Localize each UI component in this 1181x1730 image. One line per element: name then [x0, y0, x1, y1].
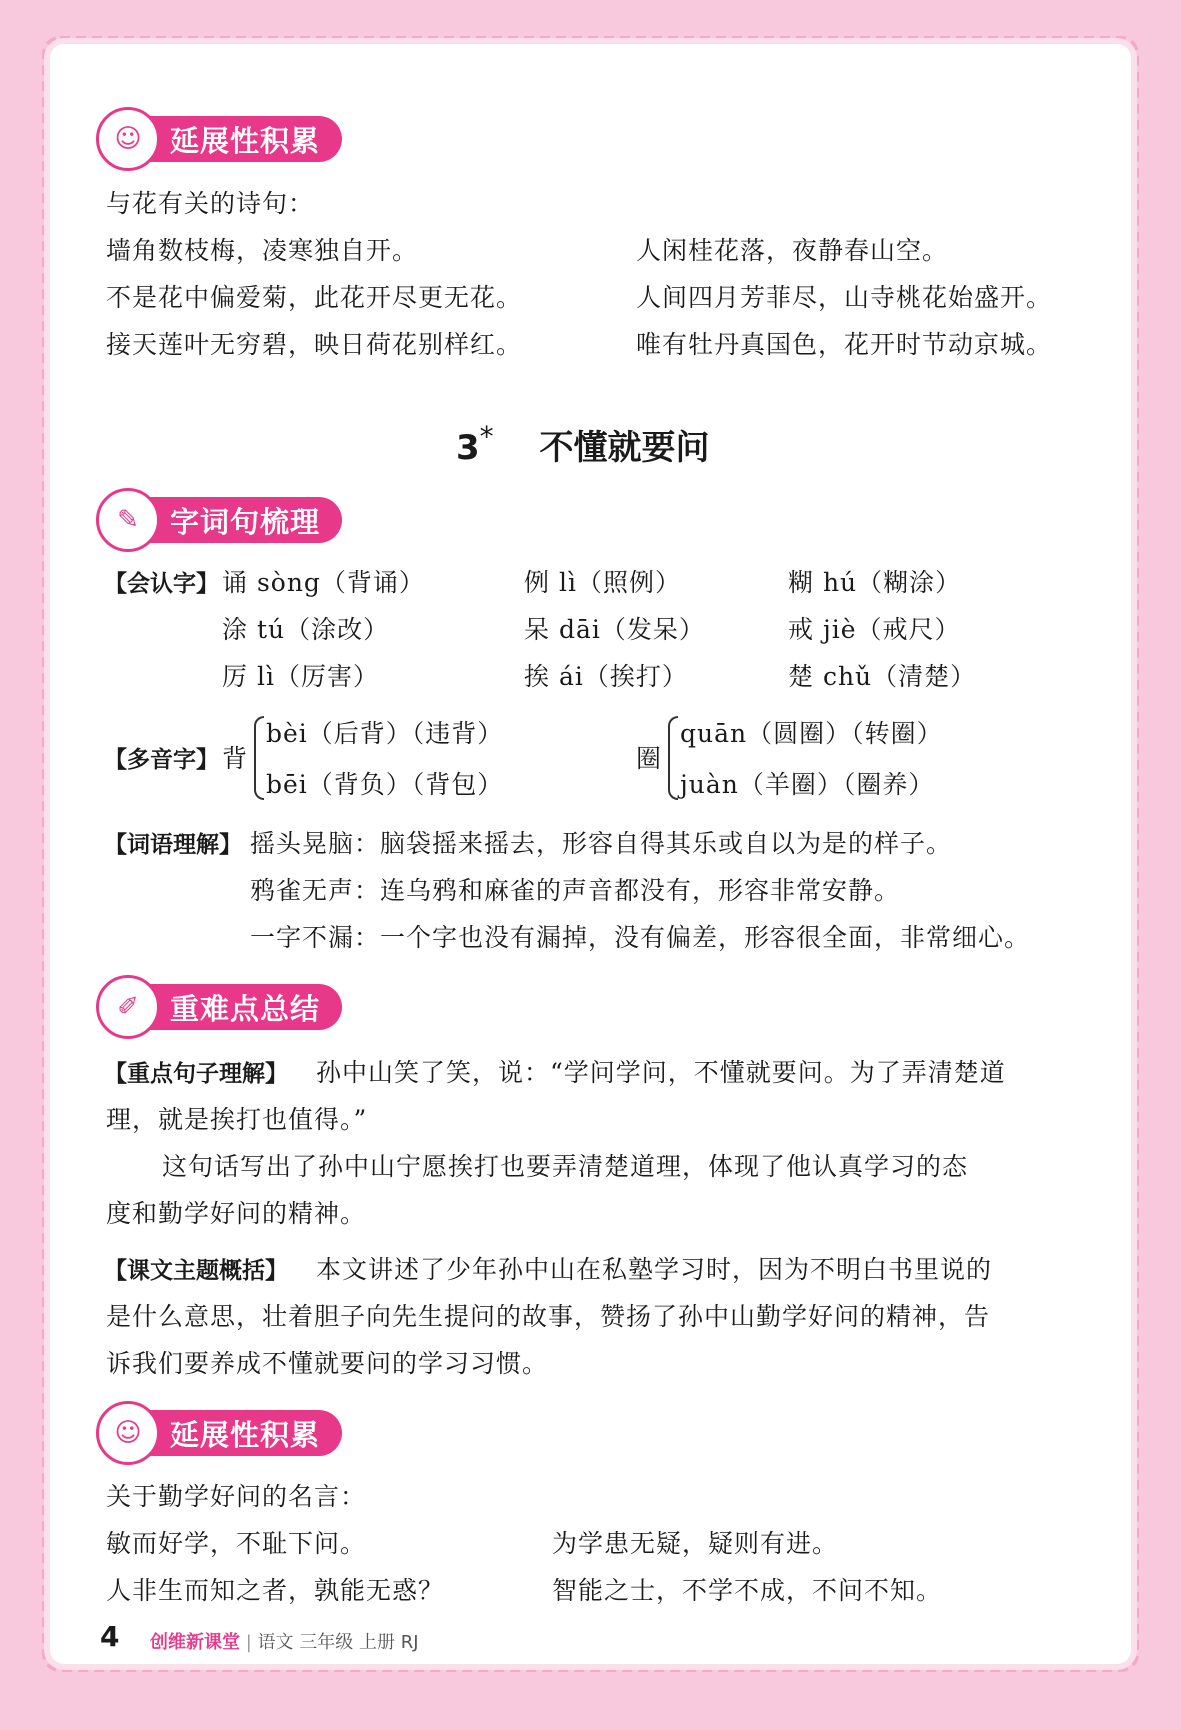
- banner-extended-accumulation-1: ☺ 延展性积累: [100, 116, 342, 162]
- key-sentence-tag: 【重点句子理解】: [104, 1061, 288, 1087]
- polyphone-reading: bèi（后背）（违背）: [266, 719, 504, 748]
- char-entry: 例 lì（照例）: [524, 568, 681, 597]
- poems-intro: 与花有关的诗句：: [106, 189, 315, 218]
- polyphone-reading: bēi（背负）（背包）: [266, 770, 504, 799]
- poem-right-1: 人闲桂花落，夜静春山空。: [636, 236, 949, 265]
- word-meaning: 鸦雀无声：连乌鸦和麻雀的声音都没有，形容非常安静。: [250, 876, 901, 905]
- page-number: 4: [100, 1620, 120, 1653]
- polyphone-reading: quān（圆圈）（转圈）: [680, 719, 943, 748]
- key-explanation-cont: 度和勤学好问的精神。: [106, 1199, 367, 1228]
- word-meaning: 摇头晃脑：脑袋摇来摇去，形容自得其乐或自以为是的样子。: [250, 829, 953, 858]
- key-explanation: 这句话写出了孙中山宁愿挨打也要弄清楚道理，体现了他认真学习的态: [162, 1152, 969, 1181]
- polyphone-reading: juàn（羊圈）（圈养）: [680, 770, 935, 799]
- lesson-title: 不懂就要问: [539, 428, 710, 468]
- poem-right-2: 人间四月芳菲尽，山寺桃花始盛开。: [636, 283, 1053, 312]
- word-meaning: 一字不漏：一个字也没有漏掉，没有偏差，形容很全面，非常细心。: [250, 923, 1031, 952]
- key-sentence: 孙中山笑了笑，说：“学问学问，不懂就要问。为了弄清楚道: [316, 1058, 1006, 1087]
- footer-divider: |: [245, 1632, 252, 1653]
- mascot-icon: ☺: [96, 107, 160, 171]
- char-entry: 楚 chǔ（清楚）: [788, 662, 977, 691]
- brace-icon: [254, 716, 264, 800]
- key-sentence-cont: 理，就是挨打也值得。”: [106, 1105, 368, 1134]
- quote-left-1: 敏而好学，不耻下问。: [106, 1529, 367, 1558]
- footer-info: [150, 1628, 419, 1654]
- quote-left-2: 人非生而知之者，孰能无惑？: [106, 1576, 445, 1605]
- polyphone-char: 背: [222, 744, 249, 773]
- mascot-icon: ✐: [96, 975, 160, 1039]
- banner-words-sentences: ✎ 字词句梳理: [100, 497, 342, 543]
- lesson-star: *: [479, 420, 494, 453]
- banner-key-points: ✐ 重难点总结: [100, 984, 342, 1030]
- footer-brand: 创维新课堂: [150, 1632, 240, 1653]
- word-meaning-tag: 【词语理解】: [104, 832, 242, 858]
- quote-right-2: 智能之士，不学不成，不问不知。: [552, 1576, 943, 1605]
- char-entry: 诵 sòng（背诵）: [222, 568, 425, 597]
- recognize-chars-tag: 【会认字】: [104, 571, 219, 597]
- poem-left-3: 接天莲叶无穷碧，映日荷花别样红。: [106, 330, 523, 359]
- theme-summary-cont: 是什么意思，壮着胆子向先生提问的故事，赞扬了孙中山勤学好问的精神，告: [106, 1302, 991, 1331]
- mascot-icon: ☺: [96, 1401, 160, 1465]
- char-entry: 涂 tú（涂改）: [222, 615, 390, 644]
- quotes-intro: 关于勤学好问的名言：: [106, 1482, 367, 1511]
- char-entry: 厉 lì（厉害）: [222, 662, 379, 691]
- footer-course: 语文 三年级 上册 RJ: [257, 1632, 419, 1653]
- polyphone-tag: 【多音字】: [104, 747, 219, 773]
- char-entry: 挨 ái（挨打）: [524, 662, 688, 691]
- polyphone-char: 圈: [636, 744, 663, 773]
- brace-icon: [668, 716, 678, 800]
- char-entry: 呆 dāi（发呆）: [524, 615, 705, 644]
- banner-extended-accumulation-2: ☺ 延展性积累: [100, 1410, 342, 1456]
- mascot-icon: ✎: [96, 488, 160, 552]
- char-entry: 糊 hú（糊涂）: [788, 568, 962, 597]
- theme-summary: 本文讲述了少年孙中山在私塾学习时，因为不明白书里说的: [316, 1255, 993, 1284]
- poem-right-3: 唯有牡丹真国色，花开时节动京城。: [636, 330, 1053, 359]
- lesson-heading: [456, 420, 710, 469]
- lesson-number: 3: [456, 428, 480, 468]
- poem-left-2: 不是花中偏爱菊，此花开尽更无花。: [106, 283, 523, 312]
- poem-left-1: 墙角数枝梅，凌寒独自开。: [106, 236, 419, 265]
- char-entry: 戒 jiè（戒尺）: [788, 615, 961, 644]
- quote-right-1: 为学患无疑，疑则有进。: [552, 1529, 839, 1558]
- theme-summary-tag: 【课文主题概括】: [104, 1258, 288, 1284]
- theme-summary-cont: 诉我们要养成不懂就要问的学习习惯。: [106, 1349, 549, 1378]
